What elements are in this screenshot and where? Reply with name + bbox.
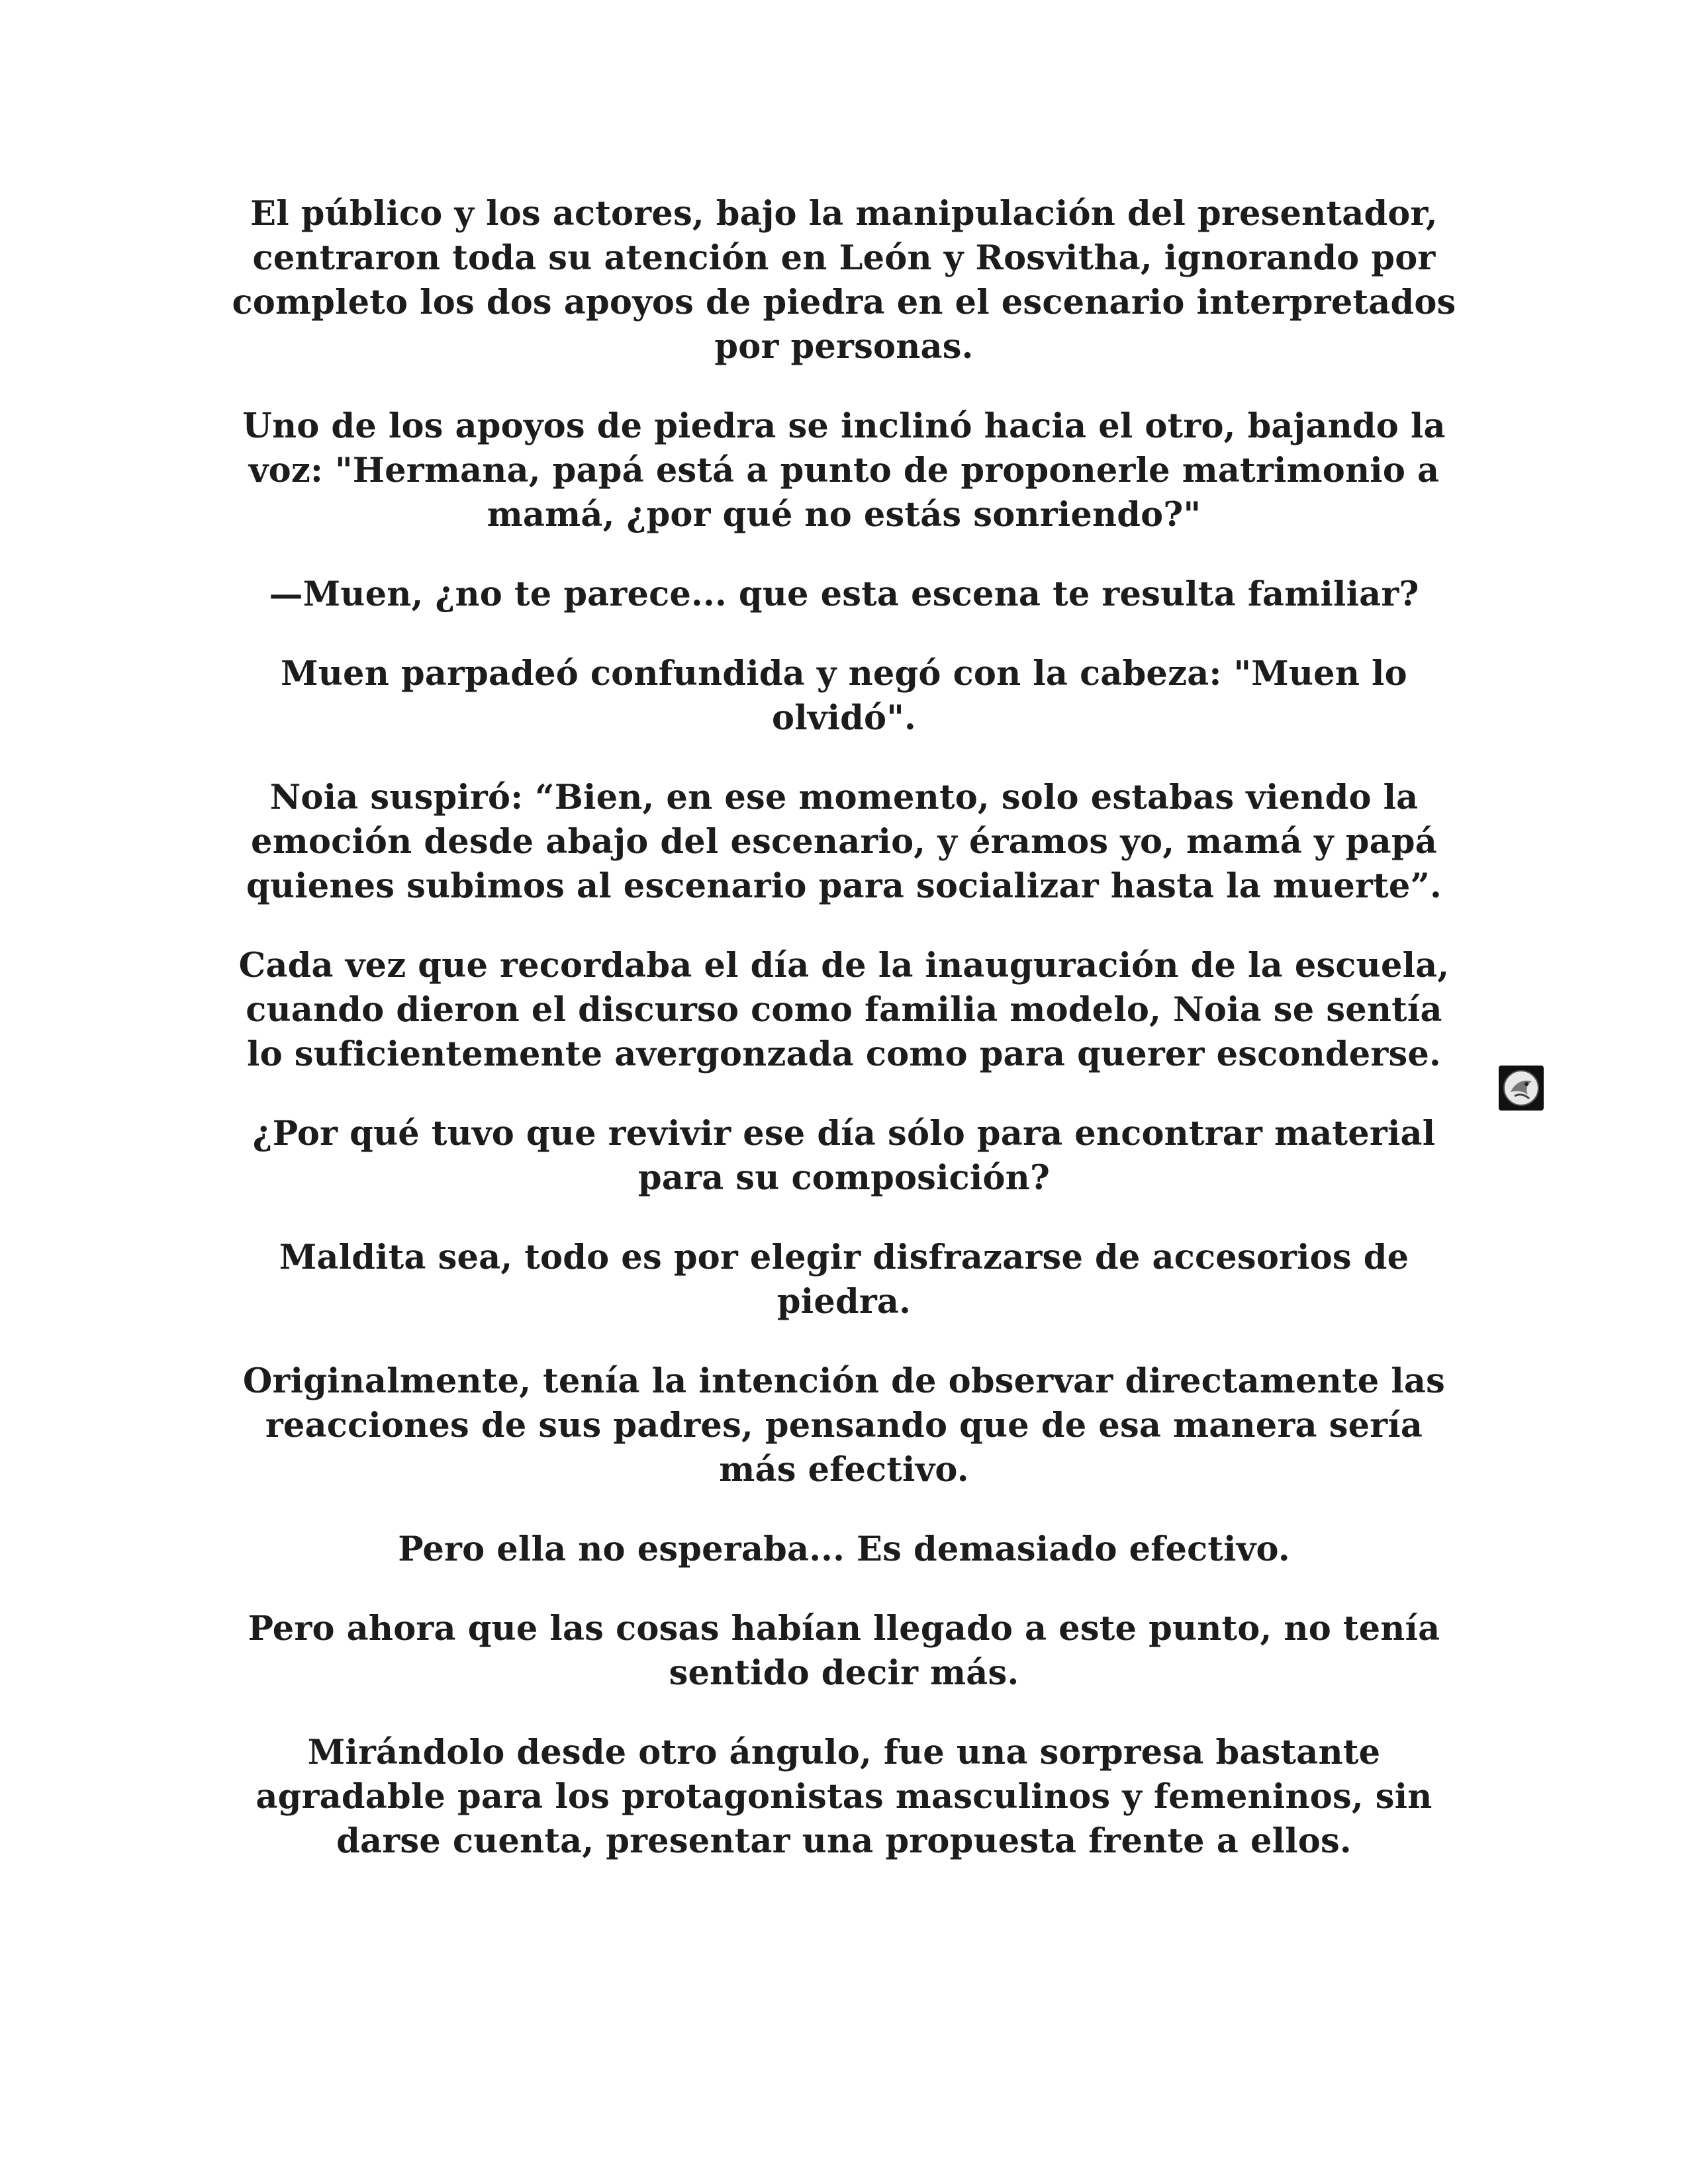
paragraph: Cada vez que recordaba el día de la inauguración de la escuela, cuando dieron el discurso como familia modelo, Noia se sentía lo suficientemente avergonzada como para querer esconderse. xyxy=(238,946,1450,1074)
paragraph: ¿Por qué tuvo que revivir ese día sólo para encontrar material para su composición? xyxy=(252,1114,1436,1198)
paragraph: Pero ahora que las cosas habían llegado a este punto, no tenía sentido decir más. xyxy=(248,1609,1440,1693)
paragraph: Uno de los apoyos de piedra se inclinó hacia el otro, bajando la voz: "Hermana, papá está a punto de proponerle matrimonio a mamá, ¿por qué no estás sonriendo?" xyxy=(242,406,1446,535)
paragraph: Originalmente, tenía la intención de observar directamente las reacciones de sus padres, pensando que de esa manera sería más efectivo. xyxy=(242,1361,1446,1490)
paragraph: Mirándolo desde otro ángulo, fue una sorpresa bastante agradable para los protagonistas masculinos y femeninos, sin darse cuenta, presentar una propuesta frente a ellos. xyxy=(256,1733,1432,1861)
paragraph: Noia suspiró: “Bien, en ese momento, solo estabas viendo la emoción desde abajo del escenario, y éramos yo, mamá y papá quienes subimos al escenario para socializar hasta la muerte”. xyxy=(246,778,1442,906)
paragraph: El público y los actores, bajo la manipulación del presentador, centraron toda su atención en León y Rosvitha, ignorando por completo los dos apoyos de piedra en el escenario interpretados por personas. xyxy=(232,194,1456,367)
paragraph: Maldita sea, todo es por elegir disfrazarse de accesorios de piedra. xyxy=(279,1238,1409,1322)
document-body xyxy=(225,192,1463,1899)
emblem-icon xyxy=(1499,1066,1544,1111)
paragraph: Pero ella no esperaba... Es demasiado efectivo. xyxy=(398,1529,1290,1569)
emblem-icon-graphic xyxy=(1501,1068,1541,1108)
paragraph: —Muen, ¿no te parece... que esta escena te resulta familiar? xyxy=(269,574,1419,614)
paragraph: Muen parpadeó confundida y negó con la cabeza: "Muen lo olvidó". xyxy=(281,654,1407,738)
